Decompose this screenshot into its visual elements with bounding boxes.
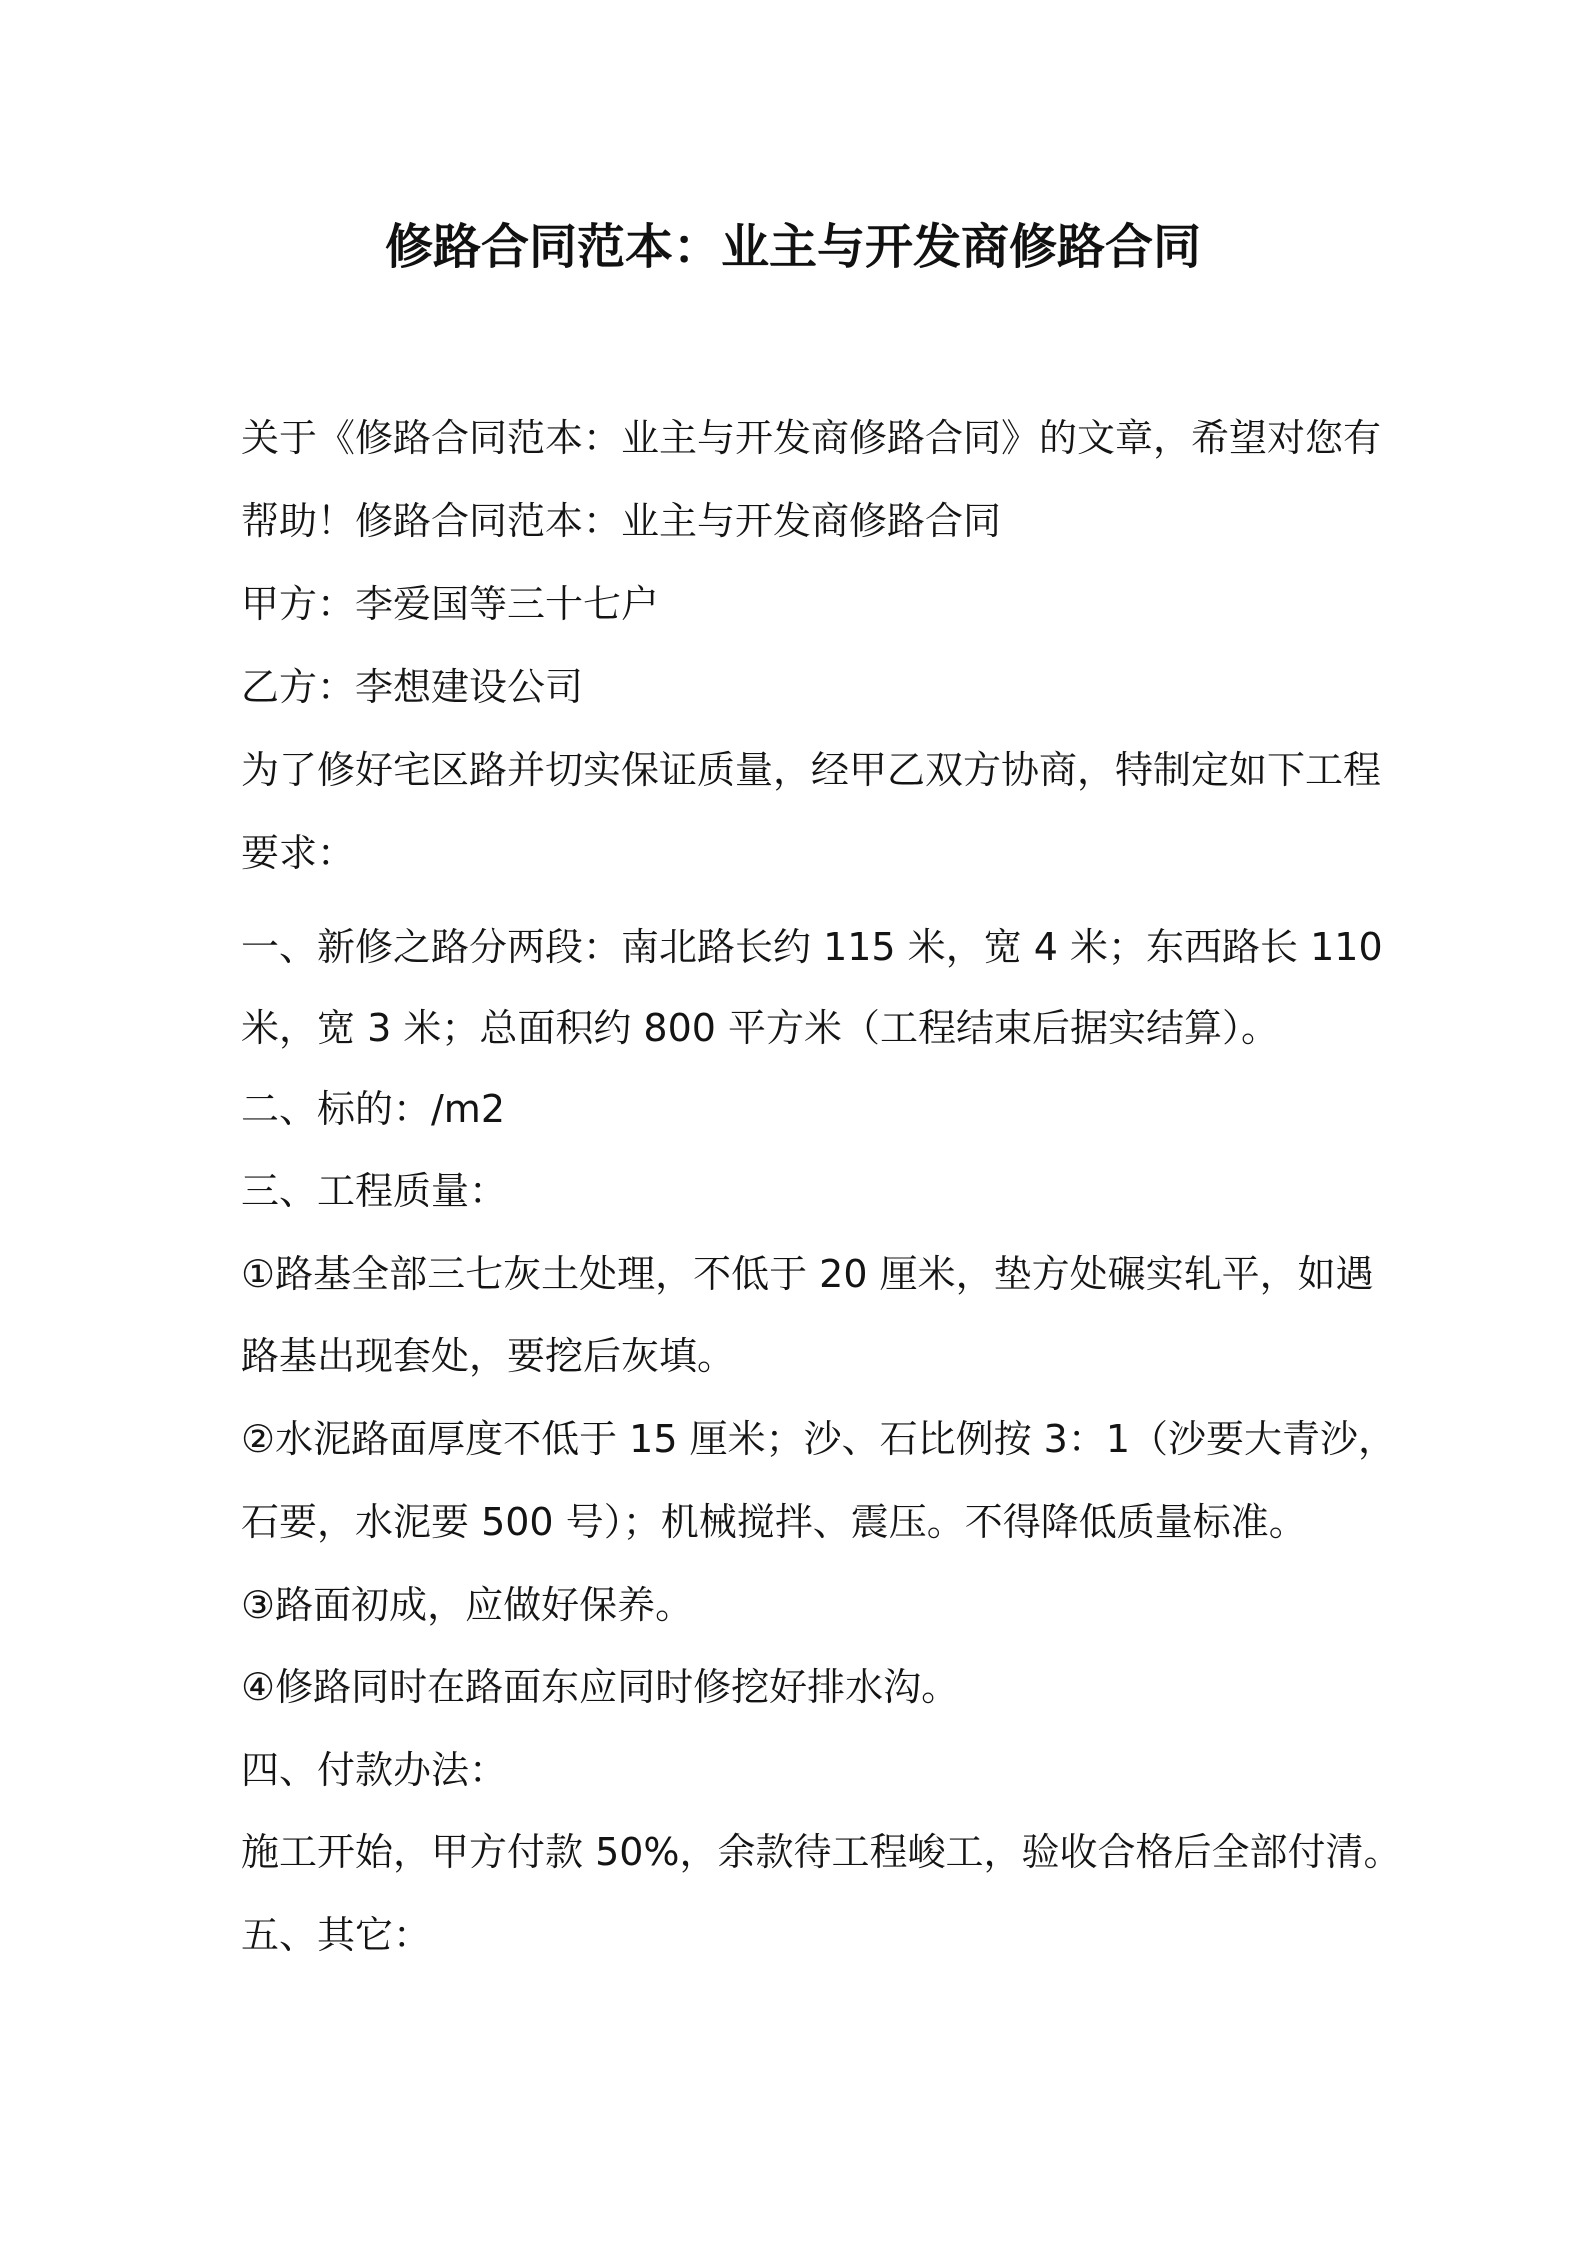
body-line: 帮助！修路合同范本：业主与开发商修路合同 [241,499,1002,543]
body-line: 五、其它： [241,1913,432,1957]
body-line: 三、工程质量： [241,1169,508,1213]
body-line: 路基出现套处，要挖后灰填。 [241,1334,736,1378]
body-line: 乙方：李想建设公司 [241,665,584,709]
body-line: 为了修好宅区路并切实保证质量，经甲乙双方协商，特制定如下工程 [241,748,1382,792]
body-line: 米，宽 3 米；总面积约 800 平方米（工程结束后据实结算）。 [241,1006,1280,1050]
body-line: 甲方：李爱国等三十七户 [241,582,660,626]
body-line: 施工开始，甲方付款 50%，余款待工程峻工，验收合格后全部付清。 [241,1830,1402,1874]
body-line: 四、付款办法： [241,1748,508,1792]
body-line: ②水泥路面厚度不低于 15 厘米；沙、石比例按 3：1（沙要大青沙， [241,1417,1397,1461]
body-line: ①路基全部三七灰土处理，不低于 20 厘米，垫方处碾实轧平，如遇 [241,1252,1374,1296]
body-line: 二、标的：/m2 [241,1087,505,1131]
body-line: 关于《修路合同范本：业主与开发商修路合同》的文章，希望对您有 [241,416,1382,460]
body-line: ④修路同时在路面东应同时修挖好排水沟。 [241,1665,960,1709]
body-line: 石要，水泥要 500 号）；机械搅拌、震压。不得降低质量标准。 [241,1500,1307,1544]
body-line: ③路面初成，应做好保养。 [241,1583,694,1627]
body-line: 要求： [241,831,356,875]
document-title: 修路合同范本：业主与开发商修路合同 [384,219,1201,275]
body-line: 一、新修之路分两段：南北路长约 115 米，宽 4 米；东西路长 110 [241,925,1383,969]
